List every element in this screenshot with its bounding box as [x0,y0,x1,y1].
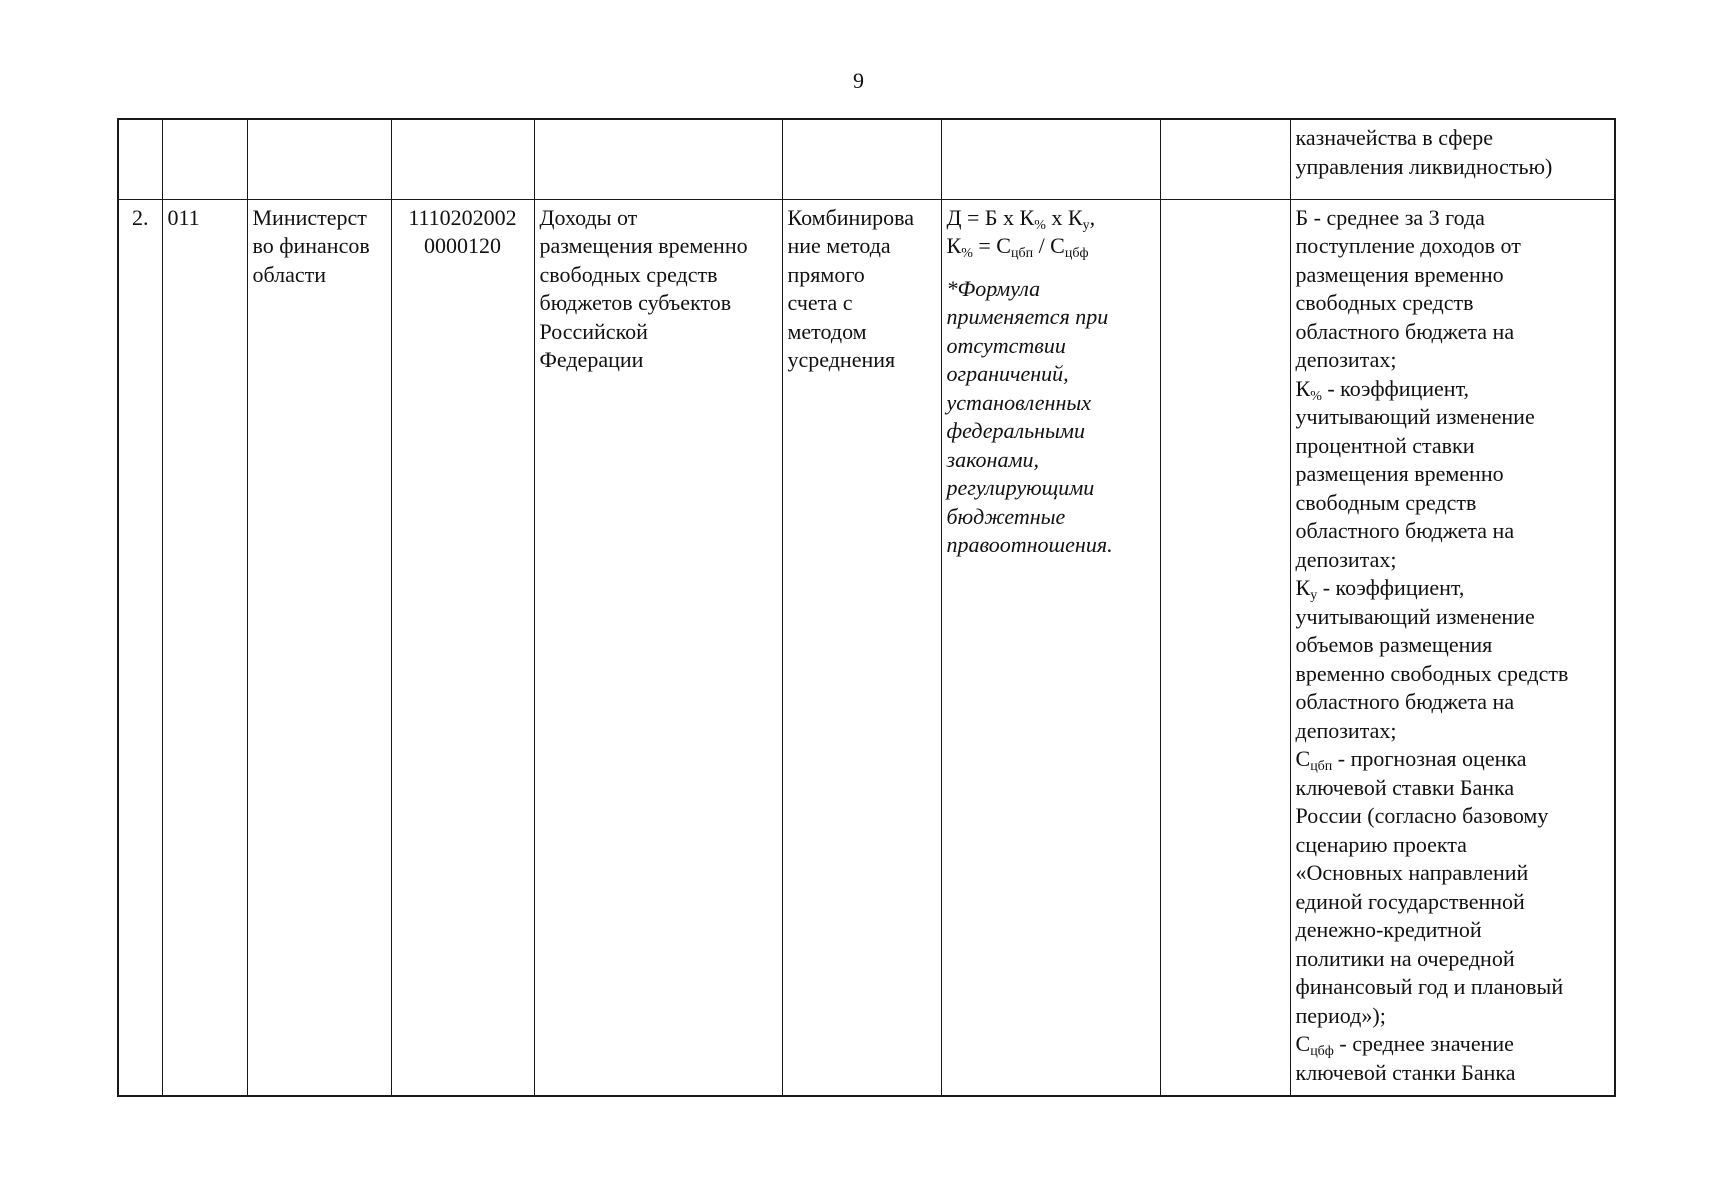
def-k-y: $К_у$ - коэффициент, [1295,575,1465,603]
cell-description-continued: казначейства в сфере управления ликвидностью) [1290,119,1615,199]
cell-formula: Д = Б х $К_{\%}$ х $К_у$, $К_{\%} = С_{цбп} / С_{цбф}$ *Формула применяется при отсутствии ограничений, установленных федеральными законами, регулирующими бюджетные правоотношения. [941,199,1160,1096]
cell-revenue-name: Доходы от размещения временно свободных средств бюджетов субъектов Российской Федерации [534,199,782,1096]
cell-row-number: 2. [118,199,162,1096]
cell-method-empty [782,119,941,199]
cell-code-empty [162,119,247,199]
cell-forecast-method: Комбинирова ние метода прямого счета с методом усреднения [782,199,941,1096]
table-row-continuation [118,119,1615,199]
page-number: 9 [853,68,864,93]
cell-name-empty [534,119,782,199]
cell-admin-empty [247,119,391,199]
cell-admin-code: 011 [162,199,247,1096]
cell-description: Б - среднее за 3 года поступление доходов от размещения временно свободных средств областного бюджета на депозитах; $К_{\%}$ - коэффициент, учитывающий изменение процентной ставки размещения временно свободным средств областного бюджета на депозитах; $К_у$ - коэффициент, учитывающий изменение объемов размещения временно свободных средств областного бюджета на депозитах; $С_{цбп}$ - прогнозная оценка ключевой ставки Банка России (согласно базовому сценарию проекта «Основных направлений единой государственной денежно-кредитной политики на очередной финансовый год и плановый период»); $С_{цбф}$ - среднее значение ключевой станки Банка [1290,199,1615,1096]
formula-line-2: $К_{\%} = С_{цбп} / С_{цбф}$ [946,233,1089,261]
cell-kbk-empty [391,119,534,199]
cell-algorithm-empty [1160,119,1290,199]
cell-formula-empty [941,119,1160,199]
cell-num-empty [118,119,162,199]
table-row [118,199,1615,1096]
cell-administrator: Министерст во финансов области [247,199,391,1096]
formula-note: *Формула [946,275,1041,301]
formula-line-1: Д = Б х $К_{\%}$ х $К_у$, [946,204,1096,233]
def-c-cbf: $С_{цбф}$ - среднее значение [1295,1031,1514,1059]
cell-kbk-code: 1110202002 0000120 [391,199,534,1096]
def-c-cbp: $С_{цбп}$ - прогнозная оценка [1295,746,1527,774]
def-k-percent: $К_{\%}$ - коэффициент, [1295,375,1470,404]
methodology-table [117,118,1616,1097]
cell-algorithm-empty [1160,199,1290,1096]
